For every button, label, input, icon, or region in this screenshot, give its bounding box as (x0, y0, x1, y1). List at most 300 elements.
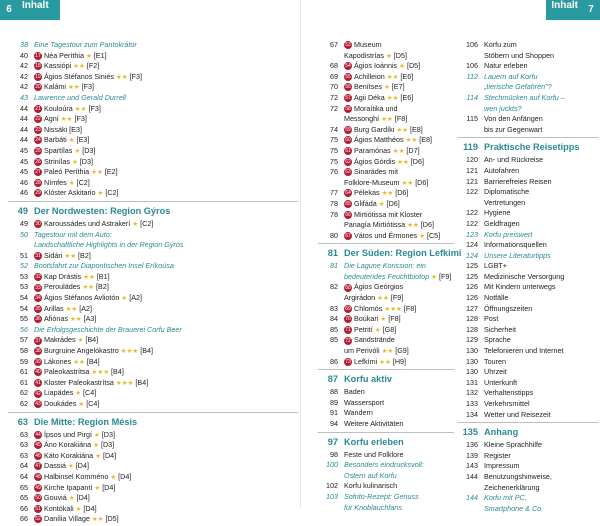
page-number: 86 (330, 356, 338, 366)
page-number: 46 (20, 188, 28, 198)
toc-entry (458, 72, 598, 83)
entry-title: bedeutendes Feuchtbiotop (344, 271, 430, 281)
page-number: 88 (330, 387, 338, 397)
toc-entry (318, 210, 454, 221)
entry-title: Öffnungszeiten (484, 303, 533, 313)
map-grid-reference: [E7] (391, 82, 405, 92)
page-number: 42 (20, 61, 28, 71)
entry-title: Museum (354, 40, 382, 49)
entry-title: Pélekas (354, 188, 380, 198)
map-grid-reference: [C2] (76, 177, 90, 187)
page-number: 64 (20, 471, 28, 481)
map-grid-reference: [F3] (74, 114, 87, 124)
toc-entry (8, 504, 298, 515)
toc-entry (458, 272, 598, 283)
entry-title: Néa Períthia (44, 50, 84, 60)
sight-number-badge: 24 (35, 137, 41, 144)
sight-number-badge: 65 (345, 201, 351, 207)
entry-title: Korfu zum (484, 40, 517, 49)
page-number: 53 (20, 271, 28, 281)
map-grid-reference: [B2] (78, 250, 91, 260)
page-number: 67 (330, 40, 338, 49)
sight-number-badge: 27 (35, 169, 41, 176)
toc-entry (8, 325, 298, 336)
entry-title: LGBT+ (484, 261, 507, 271)
rating-stars: ★ (385, 52, 392, 60)
entry-title: Halbinsel Komméno (44, 471, 109, 481)
page-number: 42 (20, 82, 28, 92)
map-grid-reference: [D3] (101, 429, 115, 439)
page-number: 119 (463, 142, 478, 153)
rating-stars: ★★ (386, 73, 399, 81)
toc-entry (458, 483, 598, 494)
page-number: 45 (20, 145, 28, 155)
rating-stars: ★★ (392, 147, 405, 155)
toc-entry (8, 378, 298, 389)
map-grid-reference: [C5] (426, 230, 441, 240)
page-number: 78 (330, 198, 338, 208)
entry-title: Korfu erleben (344, 436, 404, 447)
entry-title: Burgruine Angelókastro (44, 346, 119, 356)
entry-title: Spartílas (44, 145, 73, 155)
page-number: 72 (330, 92, 338, 102)
sight-number-badge: 19 (35, 73, 41, 80)
page-number: 127 (466, 303, 478, 313)
toc-entry (8, 399, 298, 410)
toc-entry (318, 460, 454, 471)
entry-title: Vertretungen (484, 197, 526, 207)
page-number: 143 (466, 461, 478, 471)
toc-entry (458, 261, 598, 272)
page-number: 126 (466, 293, 478, 303)
sight-number-badge: 36 (35, 316, 41, 323)
page-number: 120 (466, 155, 478, 165)
map-grid-reference: [D3] (82, 145, 96, 155)
entry-title: Diplomatische (484, 187, 530, 197)
map-grid-reference: [F3] (81, 82, 95, 92)
rating-stars: ★★ (74, 105, 87, 113)
page-number: 144 (466, 471, 478, 481)
page-number: 63 (20, 440, 28, 450)
entry-title: Ágios Ioánnis (354, 61, 398, 71)
rating-stars: ★★ (60, 116, 73, 124)
rating-stars: ★★ (405, 137, 418, 145)
sight-number-badge: 49 (35, 484, 41, 491)
rating-stars: ★★ (381, 116, 393, 124)
entry-title: Ostern auf Korfu (344, 470, 397, 480)
toc-entry (318, 167, 454, 178)
entry-title: Gouviá (44, 493, 67, 503)
page-number: 77 (330, 188, 338, 198)
page-number: 75 (330, 135, 338, 145)
entry-title: Praktische Reisetipps (484, 142, 580, 153)
page-number: 61 (20, 367, 28, 377)
map-grid-reference: [D4] (102, 450, 117, 460)
map-grid-reference: [F3] (88, 103, 101, 113)
entry-title: Messonghí (344, 114, 380, 124)
toc-entry (318, 72, 454, 83)
page-number: 65 (20, 493, 28, 503)
sight-number-badge: 47 (35, 463, 41, 470)
entry-title: Die Erfolgsgeschichte der Brauerei Corfu Beer (34, 324, 182, 334)
left-page-number: 6 (0, 0, 18, 20)
rating-stars: ★★ (83, 273, 95, 281)
toc-entry (318, 325, 454, 336)
toc-entry (318, 419, 454, 430)
toc-section-heading (458, 424, 598, 440)
entry-title: Der Süden: Region Lefkimi (344, 248, 462, 259)
toc-entry (8, 304, 298, 315)
entry-title: Anhang (484, 427, 519, 438)
page-number: 82 (330, 282, 338, 292)
sight-number-badge: 55 (345, 73, 351, 80)
toc-entry (458, 166, 598, 177)
rating-stars: ★★ (91, 516, 104, 524)
map-grid-reference: [H9] (392, 356, 407, 366)
rating-stars: ★★ (397, 158, 409, 166)
sight-number-badge: 66 (345, 211, 351, 218)
entry-title: Register (484, 450, 511, 460)
page-number: 44 (20, 135, 28, 145)
entry-title: Unterkunft (484, 377, 518, 387)
page-number: 84 (330, 314, 338, 324)
entry-title: Káto Korakiána (44, 450, 94, 460)
toc-entry (458, 208, 598, 219)
toc-entry (458, 293, 598, 304)
entry-title: Argirádon (344, 293, 376, 303)
sight-number-badge: 44 (35, 431, 41, 438)
entry-title: Verkehrsmittel (484, 399, 530, 408)
toc-section-heading (318, 371, 454, 387)
entry-title: um Perivóli (344, 346, 380, 356)
toc-entry (458, 177, 598, 188)
map-grid-reference: [B1] (96, 271, 110, 281)
toc-entry (8, 251, 298, 262)
page-number: 64 (20, 461, 28, 471)
entry-title: Besonders eindrucksvoll: (344, 460, 424, 470)
map-grid-reference: [G9] (395, 346, 409, 356)
toc-entry (458, 504, 598, 515)
sight-number-badge: 72 (345, 337, 351, 344)
page-number: 122 (466, 218, 478, 228)
toc-entry (318, 61, 454, 72)
entry-title: Die Mitte: Region Mésis (34, 416, 138, 427)
sight-number-badge: 23 (35, 126, 41, 133)
toc-entry (458, 451, 598, 462)
toc-entry (458, 219, 598, 230)
page-number: 49 (17, 205, 28, 216)
sight-number-badge: 73 (345, 358, 351, 365)
sight-number-badge: 40 (35, 369, 41, 376)
entry-title: Stechmücken auf Korfu – (484, 92, 565, 102)
entry-title: Post (484, 314, 499, 324)
page-number: 74 (330, 124, 338, 134)
sight-number-badge: 30 (35, 221, 41, 227)
entry-title: Wetter und Reisezeit (484, 409, 551, 419)
map-grid-reference: [G8] (382, 324, 397, 334)
toc-entry (318, 314, 454, 325)
toc-section-heading (458, 139, 598, 155)
entry-title: Doukádes (44, 399, 77, 408)
toc-entry (8, 146, 298, 157)
rating-stars: ★★ (381, 190, 394, 198)
entry-title: Tagestour mit dem Auto: (34, 229, 112, 239)
entry-title: Ágios Górdis (354, 156, 396, 166)
page-number: 106 (466, 61, 478, 71)
entry-title: Agní (44, 114, 59, 124)
entry-title: Bootsfahrt zur Diapontischen Insel Eríkoúsa (34, 261, 174, 271)
map-grid-reference: [B4] (135, 377, 149, 387)
toc-entry (8, 388, 298, 399)
entry-title: Barrierefreies Reisen (484, 176, 552, 186)
rating-stars: ★ (71, 158, 78, 166)
section-rule (458, 137, 598, 138)
map-grid-reference: [D6] (395, 188, 409, 198)
sight-number-badge: 17 (35, 52, 41, 59)
sight-number-badge: 31 (35, 252, 41, 259)
toc-entry (8, 357, 298, 368)
right-page-number: 7 (582, 0, 600, 20)
toc-entry (318, 93, 454, 104)
page-number: 61 (20, 377, 28, 387)
map-grid-reference: [B4] (85, 335, 99, 345)
page-number: 75 (330, 156, 338, 166)
entry-title: Sandstrände (354, 335, 395, 345)
sight-number-badge: 39 (35, 358, 41, 365)
page-number: 102 (326, 481, 338, 491)
entry-title: Korfu kulinarisch (344, 481, 398, 491)
entry-title: Feste und Folklore (344, 449, 404, 459)
page-number: 44 (20, 124, 28, 134)
entry-title: Paleó Períthia (44, 167, 90, 177)
sight-number-badge: 50 (35, 495, 41, 502)
page-number: 97 (327, 436, 338, 447)
entry-title: Kouloúra (44, 103, 73, 113)
page-number: 122 (466, 187, 478, 197)
rating-stars: ★★ (381, 348, 394, 356)
entry-title: Uhrzeit (484, 367, 507, 377)
section-rule (458, 422, 598, 423)
toc-entry (458, 472, 598, 483)
page-number: 121 (466, 176, 478, 186)
entry-title: Achilleion (354, 71, 385, 81)
page-number: 54 (20, 303, 28, 313)
entry-title: Ágios Stéfanos Siniés (44, 71, 114, 81)
rating-stars: ★ (378, 200, 385, 208)
entry-title: Sidári (44, 250, 63, 260)
map-grid-reference: [B2] (96, 282, 109, 292)
toc-entry (318, 135, 454, 146)
toc-entry (8, 82, 298, 93)
rating-stars: ★★ (73, 358, 85, 366)
map-grid-reference: [D7] (406, 145, 420, 155)
toc-entry (458, 40, 598, 51)
entry-title: Zeichenerklärung (484, 482, 540, 492)
toc-entry (318, 146, 454, 157)
rating-stars: ★ (380, 316, 387, 324)
map-grid-reference: [F3] (129, 71, 142, 81)
rating-stars: ★★★ (384, 305, 402, 313)
toc-entry (318, 282, 454, 293)
toc-entry (318, 157, 454, 168)
rating-stars: ★ (121, 295, 128, 303)
map-grid-reference: [D4] (118, 471, 132, 481)
rating-stars: ★★ (69, 316, 82, 324)
toc-entry (458, 240, 598, 251)
entry-title: Sofrito-Rezept: Genuss (344, 491, 419, 501)
page-number: 69 (330, 71, 338, 81)
left-header-bar (0, 0, 60, 20)
section-rule (8, 201, 298, 202)
entry-title: Kontókali (44, 503, 74, 513)
sight-number-badge: 48 (35, 474, 41, 481)
page-number: 126 (466, 282, 478, 292)
sight-number-badge: 35 (35, 305, 41, 312)
page-number: 125 (466, 271, 478, 281)
map-grid-reference: [A2] (79, 303, 93, 313)
sight-number-badge: 37 (35, 337, 41, 344)
entry-title: „tierische Gefahren"? (484, 82, 552, 92)
entry-title: Agii Déka (354, 92, 385, 102)
toc-entry (8, 240, 298, 251)
page-number: 62 (20, 388, 28, 398)
left-page (0, 0, 300, 524)
entry-title: Kirche Ipapantí (44, 482, 93, 492)
page-number: 63 (17, 416, 28, 427)
rating-stars: ★ (97, 190, 104, 198)
section-rule (8, 412, 298, 413)
rating-stars: ★ (75, 390, 82, 398)
entry-title: Lákones (44, 356, 72, 366)
entry-title: Lawrence und Gerald Durrell (34, 92, 126, 102)
map-grid-reference: [D4] (76, 493, 90, 503)
toc-entry (8, 72, 298, 83)
rating-stars: ★ (431, 273, 437, 281)
page-number: 94 (330, 419, 338, 428)
entry-title: Korfu mit PC, (484, 493, 527, 503)
toc-entry (318, 272, 454, 283)
sight-number-badge: 46 (35, 452, 41, 459)
toc-entry (318, 82, 454, 93)
section-rule (318, 432, 454, 433)
toc-entry (318, 357, 454, 368)
rating-stars: ★ (74, 147, 81, 155)
page-number: 130 (466, 356, 478, 366)
map-grid-reference: [D3] (100, 440, 115, 450)
toc-entry (318, 40, 454, 51)
toc-entry (458, 93, 598, 104)
map-grid-reference: [F9] (390, 293, 404, 303)
page-number: 124 (466, 250, 478, 260)
entry-title: An- und Rückreise (484, 155, 544, 165)
map-grid-reference: [D3] (79, 156, 93, 166)
rating-stars: ★★ (379, 358, 391, 366)
page-number: 125 (466, 261, 478, 271)
page-number: 40 (20, 50, 28, 60)
rating-stars: ★★ (65, 305, 78, 313)
map-grid-reference: [D4] (75, 461, 89, 471)
toc-entry (8, 135, 298, 146)
page-number: 54 (20, 293, 28, 303)
page-number: 112 (466, 71, 478, 81)
map-grid-reference: [E3] (69, 124, 82, 134)
page-number: 68 (330, 61, 338, 71)
rating-stars: ★ (77, 337, 84, 345)
map-grid-reference: [D6] (420, 220, 434, 230)
toc-entry (458, 325, 598, 336)
toc-entry (458, 335, 598, 346)
toc-entry (8, 472, 298, 483)
entry-title: Lauern auf Korfu (484, 71, 538, 81)
page-number: 133 (466, 399, 478, 408)
rating-stars: ★★ (82, 284, 95, 292)
entry-title: wen juckts? (484, 103, 522, 113)
toc-entry (8, 230, 298, 241)
toc-section-heading (318, 245, 462, 261)
map-grid-reference: [E6] (400, 71, 414, 81)
rating-stars: ★★ (73, 63, 85, 71)
page-number: 136 (466, 440, 478, 450)
sight-number-badge: 45 (35, 442, 41, 449)
rating-stars: ★ (132, 220, 139, 228)
map-grid-reference: [D6] (410, 156, 424, 166)
toc-column-2 (318, 40, 462, 513)
entry-title: Danília Village (44, 514, 90, 524)
rating-stars: ★ (419, 232, 425, 240)
page-number: 129 (466, 335, 478, 345)
entry-title: Benítses (354, 82, 382, 92)
toc-entry (458, 230, 598, 241)
rating-stars: ★★ (377, 295, 389, 303)
entry-title: Hygiene (484, 208, 511, 218)
map-grid-reference: [E2] (104, 167, 118, 177)
sight-number-badge: 67 (345, 232, 351, 239)
entry-title: Impressum (484, 461, 520, 471)
toc-entry (458, 61, 598, 72)
page-number: 58 (20, 346, 28, 356)
toc-entry (458, 82, 598, 93)
sight-number-badge: 42 (35, 390, 41, 397)
map-grid-reference: [B4] (111, 367, 124, 377)
toc-entry (8, 61, 298, 72)
page-number: 57 (20, 335, 28, 345)
entry-title: Áno Korakiána (44, 440, 92, 450)
toc-entry (458, 367, 598, 378)
toc-entry (318, 335, 454, 346)
toc-entry (8, 314, 298, 325)
sight-number-badge: 57 (345, 95, 351, 102)
sight-number-badge: 25 (35, 148, 41, 155)
page-number: 49 (20, 218, 28, 228)
entry-title: Dassiá (44, 461, 66, 471)
right-page-title: Inhalt (551, 0, 578, 11)
entry-title: Landschaftliche Highlights in der Region Gýros (34, 240, 184, 250)
sight-number-badge: 63 (345, 169, 351, 176)
entry-title: für Knoblauchfans (344, 502, 402, 512)
entry-title: Kloster Paleokastrítsa (44, 377, 114, 387)
toc-entry (8, 219, 298, 230)
section-rule (318, 243, 454, 244)
toc-column-1 (8, 40, 298, 525)
entry-title: Ágios Stéfanos Avliotón (44, 293, 120, 303)
map-grid-reference: [E3] (76, 135, 90, 145)
page-number: 62 (20, 399, 28, 408)
page-number: 52 (20, 261, 28, 271)
page-number: 75 (330, 145, 338, 155)
entry-title: Unsere Literaturtipps (484, 250, 551, 260)
map-grid-reference: [F8] (394, 114, 408, 124)
entry-title: Makrádes (44, 335, 76, 345)
